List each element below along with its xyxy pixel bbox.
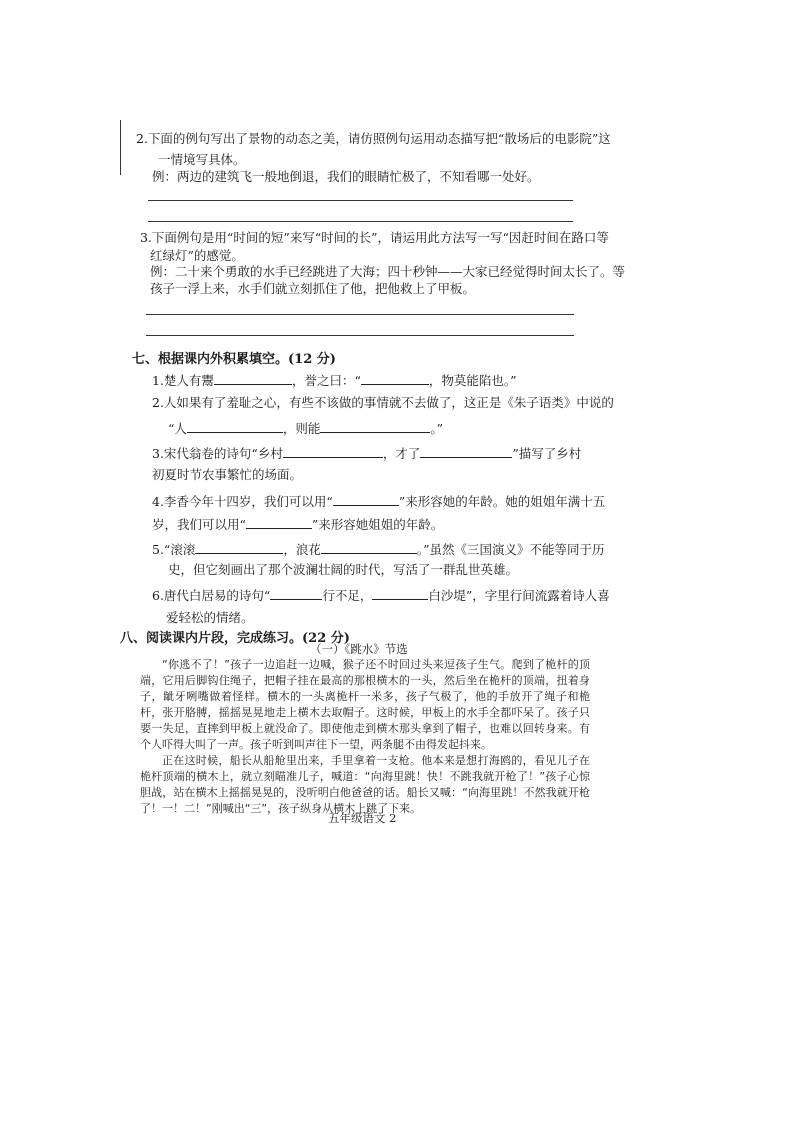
q3-answer-line-1[interactable] [146, 314, 574, 315]
q2-example: 例：两边的建筑飞一般地倒退，我们的眼睛忙极了，不知看哪一处好。 [152, 169, 540, 184]
q3-answer-line-2[interactable] [146, 335, 574, 336]
fill-3-text-c: ”描写了乡村 [512, 446, 582, 461]
fill-5-text-c: 。”虽然《三国演义》不能等同于历 [416, 542, 605, 557]
fill-5-blank-1[interactable] [195, 539, 283, 554]
section-8-title: 八、阅读课内片段，完成练习。(22 分) [120, 631, 350, 646]
fill-2-blank-1[interactable] [187, 418, 283, 433]
fill-1-text-b: ，誉之曰：“ [291, 373, 361, 388]
fill-item-3-line1 [152, 443, 581, 463]
fill-item-4-line2 [152, 514, 443, 534]
margin-line [120, 120, 121, 175]
passage-paragraph-2: 正在这时候，船长从船舱里出来，手里拿着一支枪。他本来是想打海鸥的，看见儿子在桅杆顶端的横木上，就立刻瞄准儿子，喊道：“向海里跳！快！不跳我就开枪了！”孩子心惊胆战，站在横木上摇摇晃晃的，没听明白他爸爸的话。船长又喊：“向海里跳！不然我就开枪了！一！二！”刚喊出“三”，孩子纵身从横木上跳了下来。 [140, 754, 590, 815]
fill-1-text-c: ，物莫能陷也。” [428, 373, 517, 388]
q2-prompt-line1: 2.下面的例句写出了景物的动态之美，请仿照例句运用动态描写把“散场后的电影院”这 [136, 131, 611, 146]
fill-6-text-b: 行不足， [322, 588, 373, 603]
q3-example-line1: 例：二十来个勇敢的水手已经跳进了大海；四十秒钟——大家已经觉得时间太长了。等 [150, 264, 626, 279]
fill-item-6-line2: 爱轻松的情绪。 [166, 610, 254, 625]
fill-item-4-line1 [152, 491, 605, 511]
fill-6-text-c: 白沙堤”，字里行间流露着诗人喜 [428, 588, 610, 603]
section-7-title: 七、根据课内外积累填空。(12 分) [132, 352, 336, 367]
fill-2-text-a: “人 [168, 421, 187, 436]
fill-6-blank-1[interactable] [270, 585, 322, 600]
fill-1-blank-1[interactable] [214, 370, 292, 385]
fill-6-blank-2[interactable] [372, 585, 428, 600]
q2-answer-line-1[interactable] [148, 200, 573, 201]
fill-2-text-b: ，则能 [282, 421, 321, 436]
fill-5-text-a: 5.“滚滚 [152, 542, 196, 557]
fill-3-text-b: ，才了 [382, 446, 421, 461]
fill-3-text-a: 3.宋代翁卷的诗句“乡村 [152, 446, 283, 461]
passage-subtitle: （一）《跳水》节选 [310, 642, 408, 656]
passage-body [140, 657, 590, 817]
fill-4-text-b: ”来形容她的年龄。她的姐姐年满十五 [398, 494, 606, 509]
q2-answer-line-2[interactable] [148, 221, 573, 222]
fill-3-blank-2[interactable] [420, 443, 512, 458]
q3-prompt-line2: 红绿灯”的感觉。 [150, 248, 244, 263]
fill-4-text-a: 4.李香今年十四岁，我们可以用“ [152, 494, 333, 509]
fill-4-blank-2[interactable] [246, 514, 312, 529]
fill-5-text-b: ，浪花 [283, 542, 321, 557]
q3-prompt-line1: 3.下面例句是用“时间的短”来写“时间的长”，请运用此方法写一写“因赶时间在路口等 [140, 230, 609, 245]
q2-prompt-line2: 一情境写具体。 [158, 152, 246, 167]
fill-item-6-line1 [152, 585, 610, 605]
page-footer: 五年级语文 2 [328, 811, 397, 825]
fill-item-2-line1: 2.人如果有了羞耻之心，有些不该做的事情就不去做了，这正是《朱子语类》中说的 [152, 395, 614, 410]
fill-item-2-line2 [168, 418, 443, 438]
fill-2-blank-2[interactable] [320, 418, 430, 433]
fill-item-5-line1 [152, 539, 605, 559]
fill-1-text-a: 1.楚人有鬻 [152, 373, 214, 388]
fill-item-1 [152, 370, 516, 390]
fill-5-blank-2[interactable] [321, 539, 417, 554]
fill-2-text-c: 。” [430, 421, 444, 436]
fill-1-blank-2[interactable] [361, 370, 429, 385]
fill-4-blank-1[interactable] [333, 491, 399, 506]
fill-item-3-line2: 初夏时节农事繁忙的场面。 [152, 467, 303, 482]
fill-4-text-d: ”来形容她姐姐的年龄。 [311, 517, 444, 532]
fill-3-blank-1[interactable] [283, 443, 383, 458]
q3-example-line2: 孩子一浮上来，水手们就立刻抓住了他，把他救上了甲板。 [150, 281, 476, 296]
fill-item-5-line2: 史，但它刻画出了那个波澜壮阔的时代，写活了一群乱世英雄。 [168, 562, 519, 577]
fill-6-text-a: 6.唐代白居易的诗句“ [152, 588, 271, 603]
passage-paragraph-1: “你逃不了！”孩子一边追赶一边喊，猴子还不时回过头来逗孩子生气。爬到了桅杆的顶端，它用后脚钩住绳子，把帽子挂在最高的那根横木的一头，然后坐在桅杆的顶端，扭着身子，龇牙咧嘴做着怪样。横木的一头离桅杆一米多，孩子气极了，他的手放开了绳子和桅杆，张开胳膊，摇摇晃晃地走上横木去取帽子。这时候，甲板上的水手全都吓呆了。孩子只要一失足，直摔到甲板上就没命了。即使他走到横木那头拿到了帽子，也难以回转身来。有个人吓得大叫了一声。孩子听到叫声往下一望，两条腿不由得发起抖来。 [140, 658, 590, 751]
fill-4-text-c: 岁，我们可以用“ [152, 517, 246, 532]
